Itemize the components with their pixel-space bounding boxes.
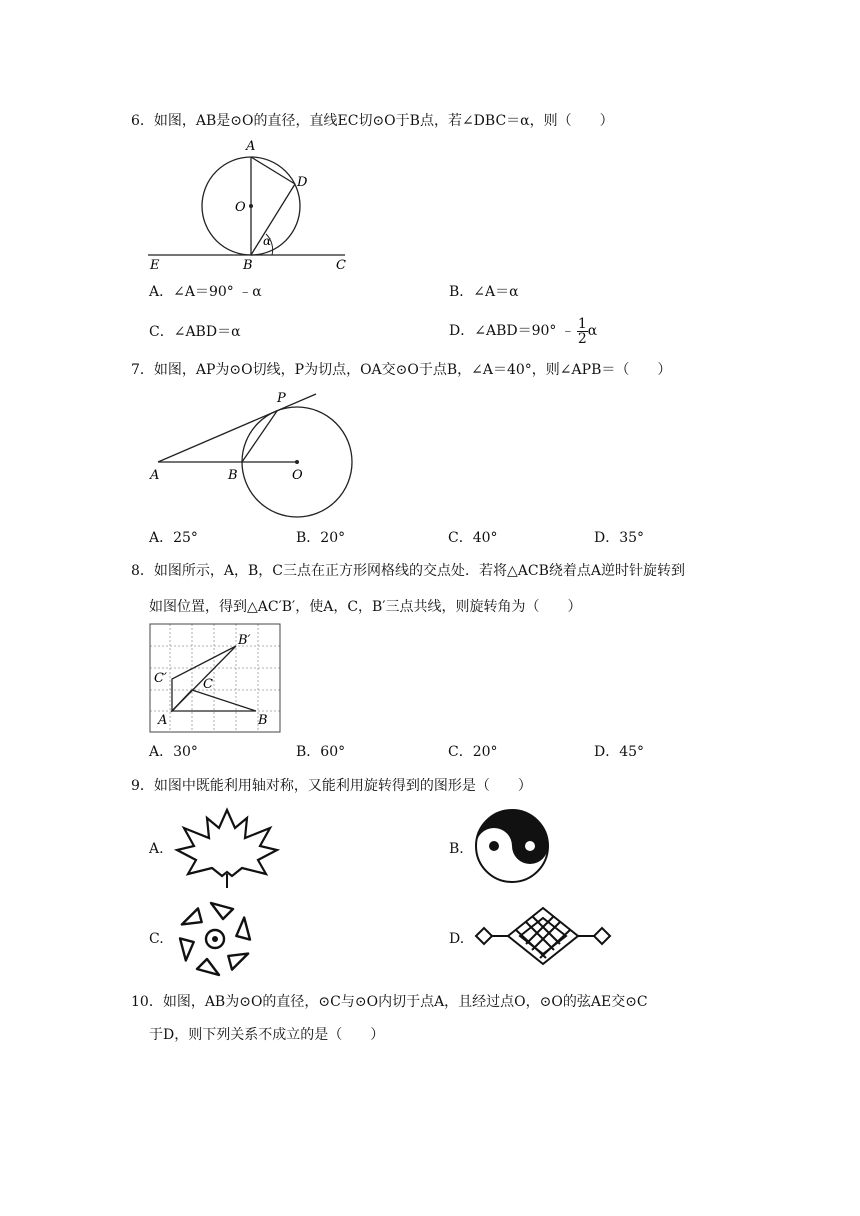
q6-option-c[interactable]: C．∠ABD＝α <box>149 324 241 340</box>
q6-fraction-numerator: 1 <box>577 315 587 332</box>
q9-option-c[interactable]: C. <box>149 931 164 947</box>
q7-label-o: O <box>292 468 303 483</box>
q8-grid-rotation-figure <box>148 622 282 734</box>
q9-option-a[interactable]: A. <box>149 841 164 857</box>
q6-center-point <box>249 204 253 208</box>
q8-label-b-prime: B′ <box>238 633 251 648</box>
q6-chord-ad <box>251 157 295 184</box>
q6-label-e: E <box>150 258 160 273</box>
question-8-stem-line2: 如图位置，得到△AC′B′，使A，C，B′三点共线，则旋转角为（ ） <box>149 599 582 615</box>
q7-option-b[interactable]: B．20° <box>296 530 346 546</box>
q7-tangent-figure <box>140 384 360 520</box>
q6-label-o: O <box>235 200 246 215</box>
rotating-triangles-icon <box>170 896 260 982</box>
q6-label-alpha: α <box>263 234 272 248</box>
question-8-stem-line1: 8．如图所示，A，B，C三点在正方形网格线的交点处．若将△ACB绕着点A逆时针旋转到 <box>131 563 686 579</box>
q6-label-c: C <box>336 258 346 273</box>
q8-label-a: A <box>158 713 168 728</box>
q7-option-c[interactable]: C．40° <box>448 530 498 546</box>
q7-label-p: P <box>277 391 286 406</box>
q6-label-b: B <box>243 258 253 273</box>
q8-label-b: B <box>258 713 268 728</box>
q6-option-d-suffix: α <box>587 323 598 339</box>
q8-option-d[interactable]: D．45° <box>594 744 645 760</box>
q7-label-a: A <box>150 468 160 483</box>
q7-option-a[interactable]: A．25° <box>149 530 198 546</box>
q6-option-a[interactable]: A．∠A＝90° ﹣α <box>149 284 262 300</box>
q8-option-a[interactable]: A．30° <box>149 744 198 760</box>
q7-option-d[interactable]: D．35° <box>594 530 645 546</box>
question-10-stem-line2: 于D，则下列关系不成立的是（ ） <box>149 1027 385 1043</box>
q6-option-b[interactable]: B．∠A＝α <box>449 284 519 300</box>
q7-label-b: B <box>228 468 238 483</box>
maple-leaf-icon <box>172 806 282 890</box>
q6-label-d: D <box>297 175 308 190</box>
q8-label-c-prime: C′ <box>154 671 167 686</box>
yin-yang-icon <box>470 806 554 886</box>
q9-option-d[interactable]: D. <box>449 931 465 947</box>
q7-tangent-ap <box>158 394 316 462</box>
question-7-stem: 7．如图，AP为⊙O切线，P为切点，OA交⊙O于点B，∠A＝40°，则∠APB＝（ ） <box>131 362 672 378</box>
q6-circle-tangent-figure <box>140 136 350 274</box>
q8-option-b[interactable]: B．60° <box>296 744 346 760</box>
question-10-stem-line1: 10．如图，AB为⊙O的直径，⊙C与⊙O内切于点A，且经过点O，⊙O的弦AE交⊙C <box>131 994 648 1010</box>
q6-option-d[interactable] <box>449 314 597 348</box>
q6-label-a: A <box>246 139 256 154</box>
q7-center-point <box>295 460 299 464</box>
endless-knot-icon <box>472 904 614 968</box>
q6-option-d-fraction <box>577 317 588 346</box>
question-6-stem: 6．如图，AB是⊙O的直径，直线EC切⊙O于B点，若∠DBC＝α，则（ ） <box>131 113 614 129</box>
q6-fraction-denominator: 2 <box>577 330 587 347</box>
question-9-stem: 9．如图中既能利用轴对称，又能利用旋转得到的图形是（ ） <box>131 778 532 794</box>
q6-option-d-prefix: D．∠ABD＝90° ﹣ <box>449 323 575 339</box>
q8-option-c[interactable]: C．20° <box>448 744 498 760</box>
q6-chord-bd <box>251 184 295 255</box>
q9-option-b[interactable]: B. <box>449 841 464 857</box>
q8-segment-ac <box>172 690 192 711</box>
q8-label-c: C <box>203 677 213 692</box>
